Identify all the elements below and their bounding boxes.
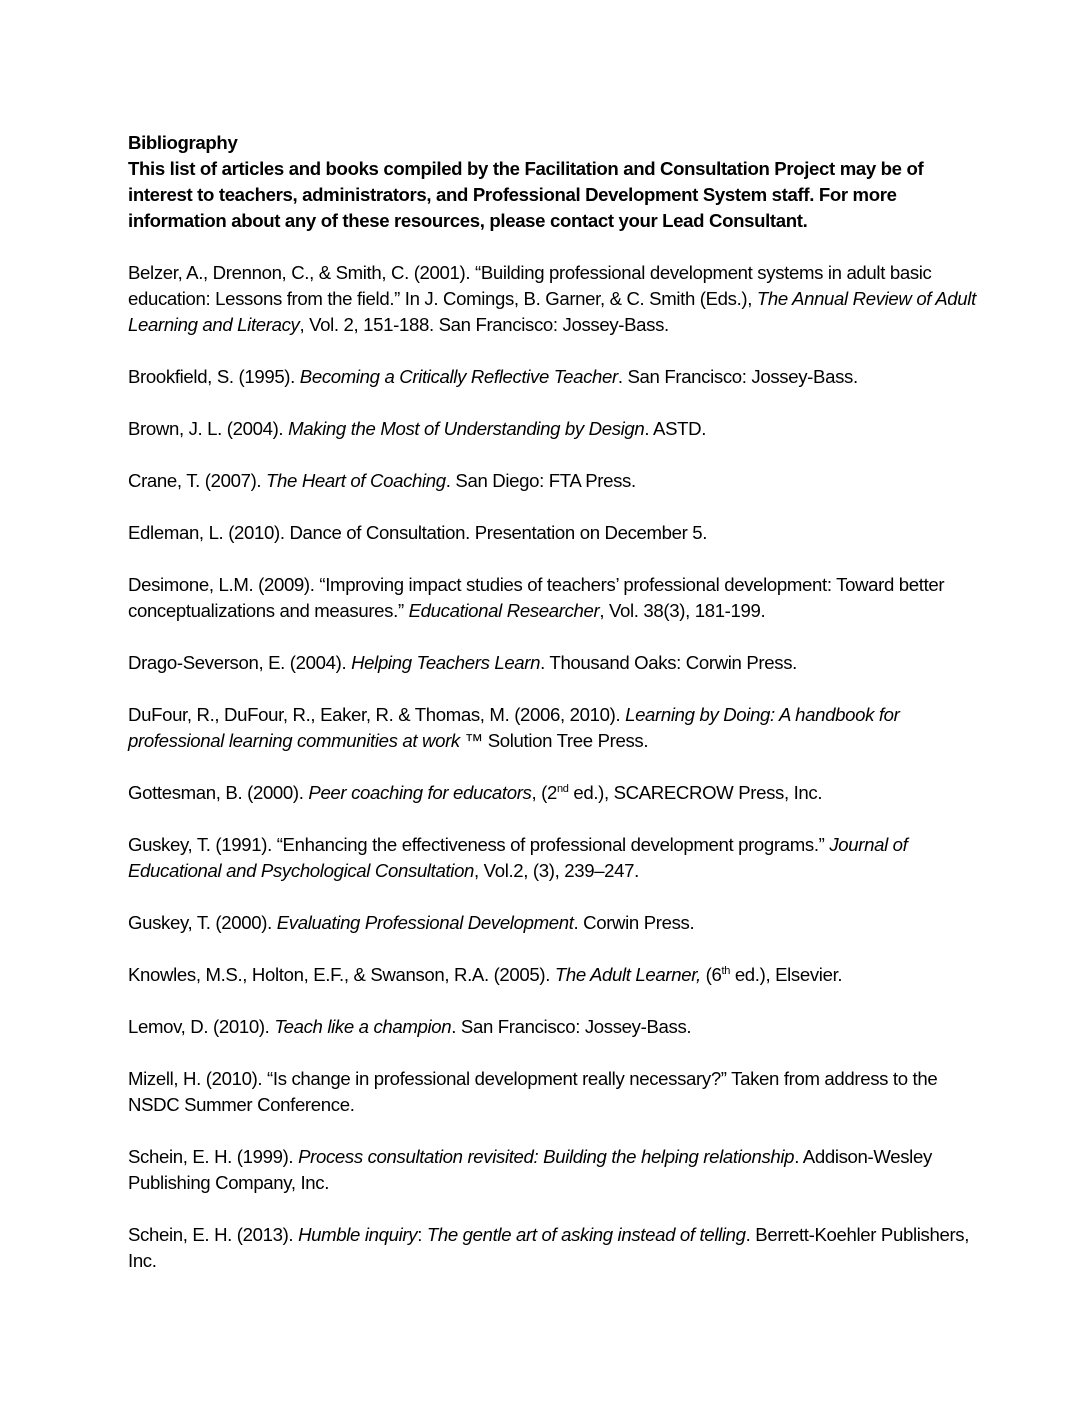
entry-author: Guskey, T. (2000). [128, 912, 277, 933]
entry-title: The Adult Learner, [554, 964, 701, 985]
entry-author: Edleman, L. (2010). Dance of Consultation. Presentation on December 5. [128, 522, 708, 543]
entry-tail-pre: (6 [700, 964, 722, 985]
entry-author: Schein, E. H. (1999). [128, 1146, 299, 1167]
entry-author: DuFour, R., DuFour, R., Eaker, R. & Thomas, M. (2006, 2010). [128, 704, 626, 725]
bibliography-entry [128, 1014, 988, 1040]
entry-tail: ed.), Elsevier. [730, 964, 843, 985]
entry-tail: . ASTD. [644, 418, 707, 439]
bibliography-entry [128, 650, 988, 676]
bibliography-entry [128, 1144, 988, 1196]
entry-title: Evaluating Professional Development [276, 912, 574, 933]
entry-tail: Solution Tree Press. [482, 730, 649, 751]
entry-subtitle: The gentle art of asking instead of telling [426, 1224, 746, 1245]
entry-title: Becoming a Critically Reflective Teacher [299, 366, 618, 387]
bibliography-entry [128, 416, 988, 442]
entry-title: Making the Most of Understanding by Design [288, 418, 645, 439]
bibliography-entry [128, 832, 988, 884]
entry-author: Knowles, M.S., Holton, E.F., & Swanson, R.A. (2005). [128, 964, 555, 985]
bibliography-entry [128, 364, 988, 390]
entry-tail: . San Diego: FTA Press. [445, 470, 636, 491]
entry-tail: , Vol.2, (3), 239–247. [474, 860, 639, 881]
document-page [128, 130, 988, 1300]
bibliography-entry [128, 520, 988, 546]
entry-title: Learning by Doing: A handbook for professional learning communities at work ™ [128, 704, 900, 751]
page-title: Bibliography [128, 132, 238, 153]
bibliography-entry [128, 962, 988, 988]
entry-superscript: nd [556, 782, 569, 795]
entry-tail: . Addison-Wesley Publishing Company, Inc. [128, 1146, 932, 1193]
entry-author: Drago-Severson, E. (2004). [128, 652, 352, 673]
entry-author: Gottesman, B. (2000). [128, 782, 309, 803]
entry-tail: ed.), SCARECROW Press, Inc. [568, 782, 823, 803]
entry-title: Teach like a champion [274, 1016, 452, 1037]
entry-tail: . Corwin Press. [573, 912, 695, 933]
bibliography-entry [128, 702, 988, 754]
entry-tail: , Vol. 2, 151-188. San Francisco: Jossey-Bass. [299, 314, 669, 335]
entry-title: The Heart of Coaching [266, 470, 446, 491]
entry-tail: . Berrett-Koehler Publishers, Inc. [128, 1224, 970, 1271]
bibliography-entry [128, 780, 988, 806]
bibliography-entry [128, 572, 988, 624]
entry-title: Peer coaching for educators [308, 782, 532, 803]
entry-title: Process consultation revisited: Building the helping relationship [298, 1146, 795, 1167]
entry-superscript: th [721, 964, 730, 977]
entry-author: Desimone, L.M. (2009). “Improving impact studies of teachers’ professional development: Toward better conceptualizations and measures.” [128, 574, 945, 621]
bibliography-list [128, 260, 988, 1274]
entry-tail: . Thousand Oaks: Corwin Press. [540, 652, 797, 673]
entry-tail-pre: , (2 [531, 782, 557, 803]
entry-tail: , Vol. 38(3), 181-199. [599, 600, 766, 621]
entry-author: Guskey, T. (1991). “Enhancing the effectiveness of professional development programs.” [128, 834, 830, 855]
entry-title: Journal of Educational and Psychological Consultation [128, 834, 908, 881]
entry-author: Schein, E. H. (2013). [128, 1224, 299, 1245]
entry-author: Mizell, H. (2010). “Is change in professional development really necessary?” Taken from address to the NSDC Summer Conference. [128, 1068, 938, 1115]
entry-title: Educational Researcher [408, 600, 600, 621]
intro-paragraph: This list of articles and books compiled by the Facilitation and Consultation Project may be of interest to teachers, administrators, and Professional Development System staff. For more information about any of these resources, please contact your Lead Consultant. [128, 158, 924, 231]
entry-author: Belzer, A., Drennon, C., & Smith, C. (2001). “Building professional development systems in adult basic education: Lessons from the field.” In J. Comings, B. Garner, & C. Smith (Eds.), [128, 262, 932, 309]
entry-tail-pre: : [417, 1224, 427, 1245]
entry-author: Brookfield, S. (1995). [128, 366, 300, 387]
entry-tail: . San Francisco: Jossey-Bass. [451, 1016, 692, 1037]
entry-title: The Annual Review of Adult Learning and Literacy [128, 288, 976, 335]
bibliography-entry [128, 260, 988, 338]
entry-tail: . San Francisco: Jossey-Bass. [617, 366, 858, 387]
entry-title: Helping Teachers Learn [351, 652, 541, 673]
entry-author: Crane, T. (2007). [128, 470, 267, 491]
entry-author: Lemov, D. (2010). [128, 1016, 275, 1037]
bibliography-entry [128, 910, 988, 936]
bibliography-entry [128, 1222, 988, 1274]
entry-author: Brown, J. L. (2004). [128, 418, 289, 439]
bibliography-entry [128, 1066, 988, 1118]
bibliography-entry [128, 468, 988, 494]
entry-title: Humble inquiry [298, 1224, 418, 1245]
